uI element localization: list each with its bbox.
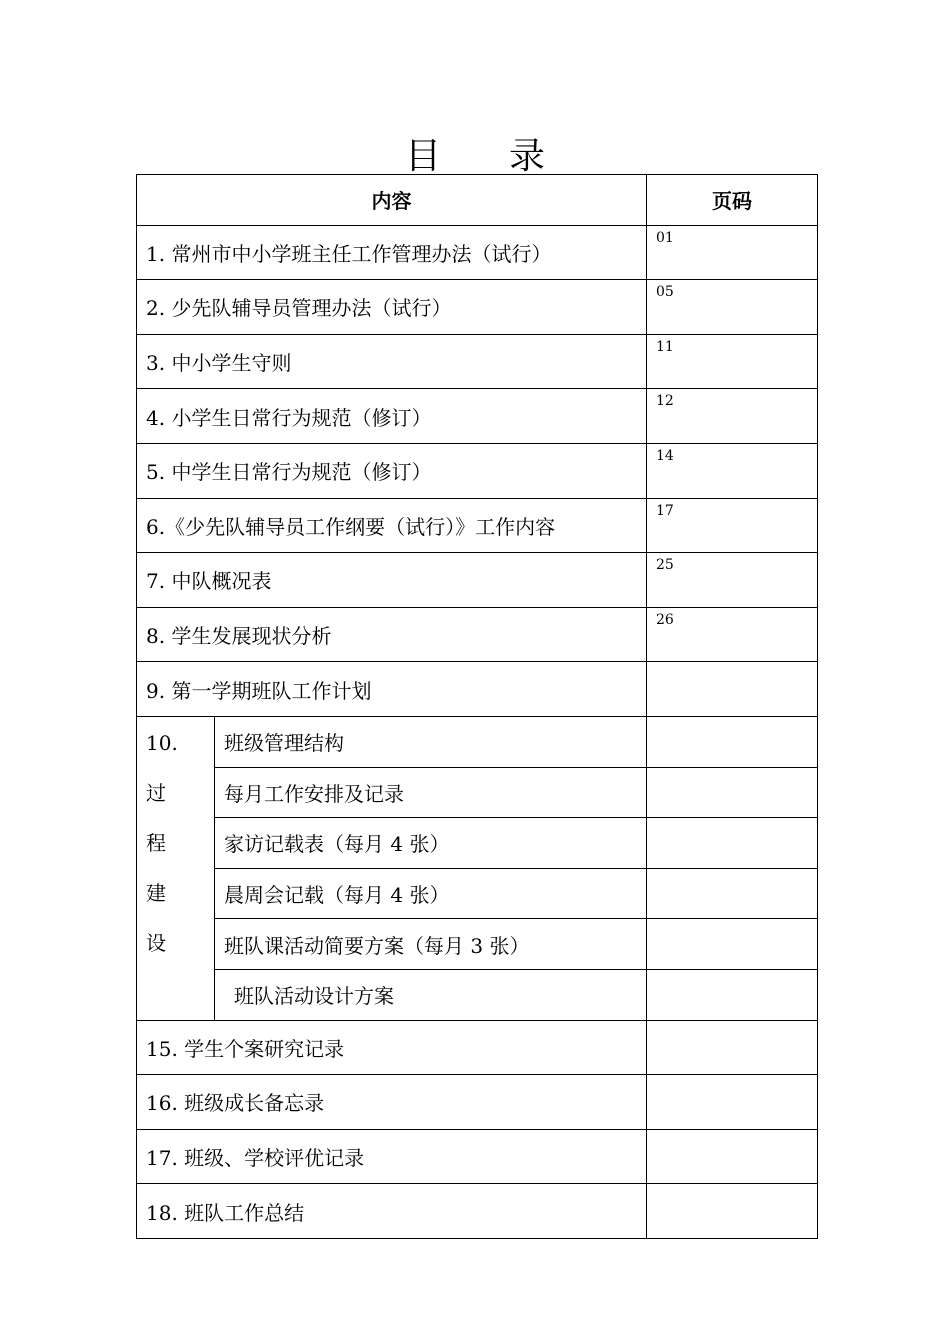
table-row <box>137 1184 818 1239</box>
page-title <box>0 128 950 179</box>
group-item: 班队活动设计方案 <box>215 969 647 1020</box>
group-item: 晨周会记载（每月 4 张） <box>215 868 647 919</box>
table-row <box>137 553 818 608</box>
row-page <box>647 818 818 869</box>
group-label-line: 10. <box>146 730 178 755</box>
table-row <box>137 818 818 869</box>
row-page: 14 <box>647 443 818 498</box>
table-row <box>137 919 818 970</box>
row-content: 7. 中队概况表 <box>137 553 647 608</box>
row-page <box>647 969 818 1020</box>
row-page <box>647 868 818 919</box>
row-page <box>647 662 818 717</box>
table-row <box>137 498 818 553</box>
table-row <box>137 969 818 1020</box>
row-content: 2. 少先队辅导员管理办法（试行） <box>137 280 647 335</box>
group-label-line: 建 <box>146 880 166 905</box>
group-label-line: 过 <box>146 780 166 805</box>
group-item: 班级管理结构 <box>215 716 647 767</box>
row-page: 26 <box>647 607 818 662</box>
row-page <box>647 1184 818 1239</box>
group-item: 家访记载表（每月 4 张） <box>215 818 647 869</box>
row-content: 15. 学生个案研究记录 <box>137 1020 647 1075</box>
row-content: 17. 班级、学校评优记录 <box>137 1129 647 1184</box>
row-content: 16. 班级成长备忘录 <box>137 1075 647 1130</box>
table-row <box>137 389 818 444</box>
row-content: 1. 常州市中小学班主任工作管理办法（试行） <box>137 225 647 280</box>
table-row <box>137 1129 818 1184</box>
row-content: 5. 中学生日常行为规范（修订） <box>137 443 647 498</box>
table-header-row <box>137 175 818 226</box>
group-item: 班队课活动简要方案（每月 3 张） <box>215 919 647 970</box>
row-content: 3. 中小学生守则 <box>137 334 647 389</box>
row-content: 6.《少先队辅导员工作纲要（试行）》工作内容 <box>137 498 647 553</box>
table-row <box>137 607 818 662</box>
toc-table <box>136 174 818 1239</box>
group-label <box>137 716 215 1020</box>
row-content: 4. 小学生日常行为规范（修订） <box>137 389 647 444</box>
row-page <box>647 767 818 818</box>
row-page <box>647 1075 818 1130</box>
row-page: 11 <box>647 334 818 389</box>
group-label-line: 程 <box>146 830 166 855</box>
table-row <box>137 1020 818 1075</box>
header-page: 页码 <box>647 175 818 226</box>
row-page: 17 <box>647 498 818 553</box>
row-page <box>647 919 818 970</box>
table-row <box>137 280 818 335</box>
title-char-2: 录 <box>509 136 546 177</box>
row-content: 8. 学生发展现状分析 <box>137 607 647 662</box>
row-page: 12 <box>647 389 818 444</box>
row-content: 18. 班队工作总结 <box>137 1184 647 1239</box>
row-page <box>647 1020 818 1075</box>
table-row <box>137 868 818 919</box>
row-page: 01 <box>647 225 818 280</box>
table-row <box>137 443 818 498</box>
table-row <box>137 1075 818 1130</box>
row-page: 05 <box>647 280 818 335</box>
table-row <box>137 716 818 767</box>
row-content: 9. 第一学期班队工作计划 <box>137 662 647 717</box>
group-label-line: 设 <box>146 930 166 955</box>
title-char-1: 目 <box>404 136 441 177</box>
row-page: 25 <box>647 553 818 608</box>
table-row <box>137 334 818 389</box>
table-row <box>137 767 818 818</box>
table-row <box>137 662 818 717</box>
table-row <box>137 225 818 280</box>
group-item: 每月工作安排及记录 <box>215 767 647 818</box>
row-page <box>647 1129 818 1184</box>
header-content: 内容 <box>137 175 647 226</box>
row-page <box>647 716 818 767</box>
